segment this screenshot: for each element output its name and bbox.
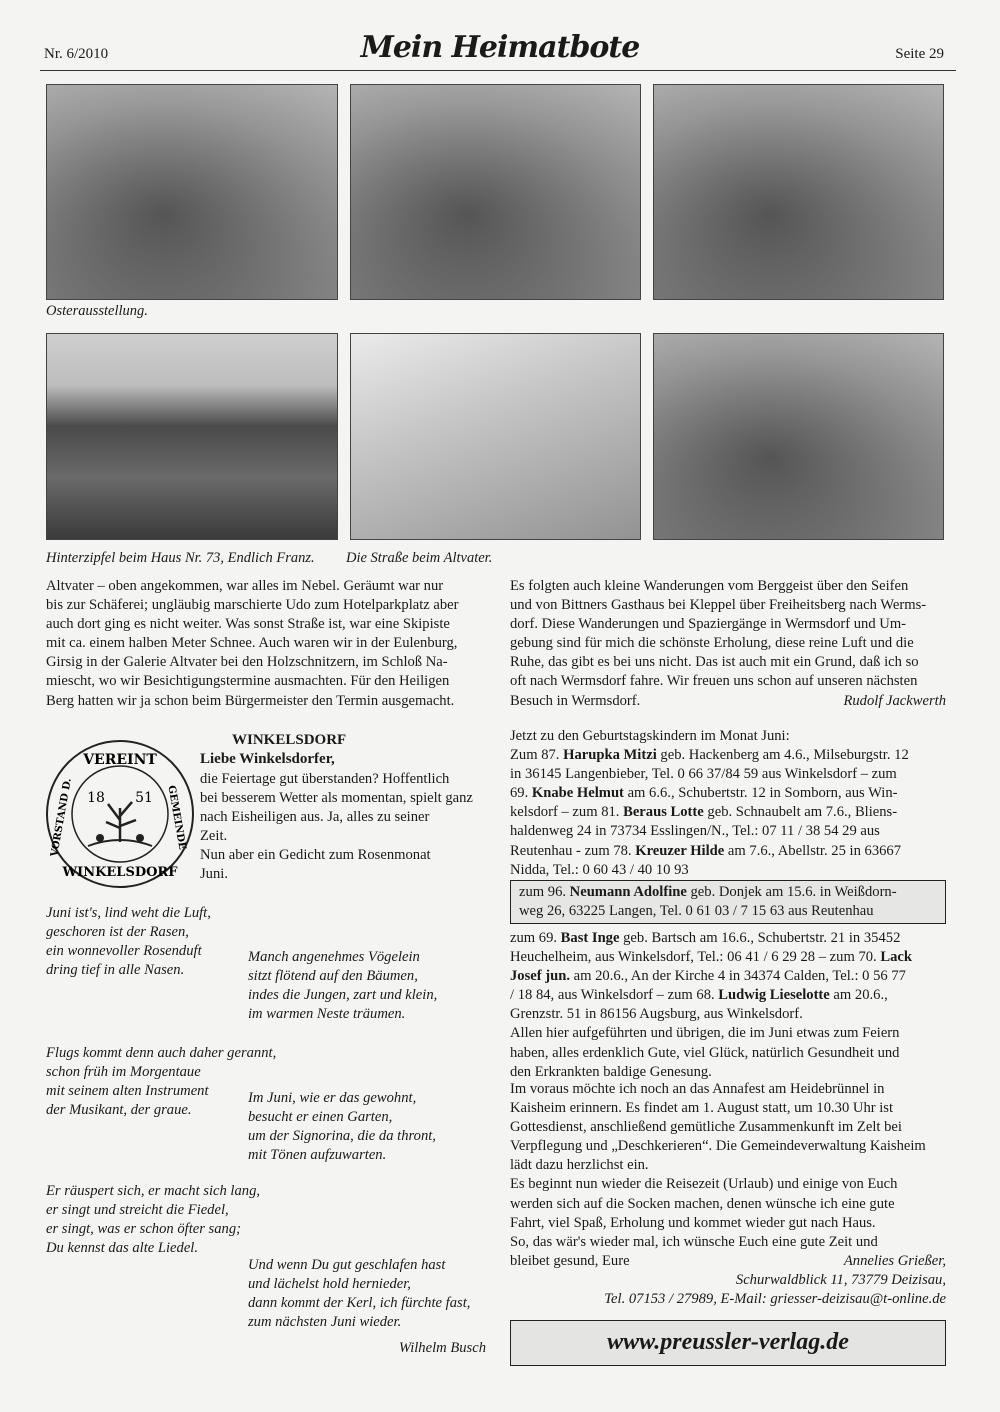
poem-stanza-6: [248, 1256, 470, 1332]
section-title-winkelsdorf: WINKELSDORF: [232, 732, 347, 748]
text-line: Es beginnt nun wieder die Reisezeit (Urlaub) und einige von Euch: [510, 1176, 898, 1193]
birthday-line: in 36145 Langenbieber, Tel. 0 66 37/84 59 aus Winkelsdorf – zum: [510, 766, 897, 783]
page-number: Seite 29: [895, 46, 944, 62]
birthday-line: Grenzstr. 51 in 86156 Augsburg, aus Winkelsdorf.: [510, 1006, 803, 1023]
poem-line: im warmen Neste träumen.: [248, 1006, 406, 1023]
wishes-line: Allen hier aufgeführten und übrigen, die im Juni etwas zum Feiern: [510, 1025, 900, 1042]
poem-line: sitzt flötend auf den Bäumen,: [248, 968, 418, 985]
text-line: Gottesdienst, anschließend gemütliche Zusammenkunft im Zelt bei: [510, 1119, 902, 1136]
caption-hinterzipfel: Hinterzipfel beim Haus Nr. 73, Endlich Franz.: [46, 550, 315, 566]
left-intro-paragraph: [46, 577, 486, 711]
poem-line: der Musikant, der graue.: [46, 1102, 192, 1119]
poem-stanza-5: [46, 1182, 260, 1258]
text-line: mit ca. einem halben Meter Schnee. Auch waren wir in der Eulenburg,: [46, 635, 458, 652]
text-line: Juni.: [200, 866, 228, 883]
text-line: Fahrt, viel Spaß, Erholung und kommet wieder gut nach Haus.: [510, 1214, 876, 1231]
poem-line: ein wonnevoller Rosenduft: [46, 943, 202, 960]
website-banner[interactable]: www.preussler-verlag.de: [510, 1320, 946, 1366]
photo-easter-exhibition-1: [46, 84, 338, 300]
birthday-line: / 18 84, aus Winkelsdorf – zum 68. Ludwig Lieselotte am 20.6.,: [510, 987, 888, 1004]
text-line: dorf. Diese Wanderungen und Spaziergänge in Wermsdorf und Um-: [510, 616, 907, 633]
seal-year-right: 51: [135, 790, 153, 806]
poem-line: um der Signorina, die da thront,: [248, 1128, 436, 1145]
birthday-line: 69. Knabe Helmut am 6.6., Schubertstr. 12 in Somborn, aus Win-: [510, 785, 898, 802]
poem-stanza-3: [46, 1044, 276, 1120]
poem-line: dann kommt der Kerl, ich fürchte fast,: [248, 1295, 471, 1312]
text-line: lädt dazu herzlichst ein.: [510, 1157, 649, 1174]
birthday-line: Reutenhau - zum 78. Kreuzer Hilde am 7.6., Abellstr. 25 in 63667: [510, 842, 902, 859]
signature-name: Annelies Grießer,: [843, 1252, 946, 1269]
text-line: So, das wär's wieder mal, ich wünsche Euch eine gute Zeit und: [510, 1233, 878, 1250]
text-line: Nun aber ein Gedicht zum Rosenmonat: [200, 847, 431, 864]
poem-line: Juni ist's, lind weht die Luft,: [46, 905, 211, 921]
poem-line: indes die Jungen, zart und klein,: [248, 987, 438, 1004]
winkelsdorf-seal: [46, 740, 194, 888]
text-line: Altvater – oben angekommen, war alles im Nebel. Geräumt war nur: [46, 578, 444, 594]
seal-left-text: VORSTAND D.: [49, 777, 74, 858]
right-intro-paragraph: [510, 577, 946, 711]
caption-easter-exhibition: Osterausstellung.: [46, 303, 148, 319]
wishes-line: haben, alles erdenklich Gute, viel Glück, natürlich Gesundheit und: [510, 1044, 900, 1061]
birthday-line: Nidda, Tel.: 0 60 43 / 40 10 93: [510, 861, 689, 878]
birthday-highlight-box: [510, 880, 946, 924]
poem-line: mit Tönen aufzuwarten.: [248, 1147, 387, 1164]
text-line: Girsig in der Galerie Altvater bei den Holzschnitzern, im Schloß Na-: [46, 654, 448, 671]
poem-line: mit seinem alten Instrument: [46, 1083, 209, 1100]
birthday-line: zum 96. Neumann Adolfine geb. Donjek am 15.6. in Weißdorn-: [519, 884, 897, 900]
birthday-line: weg 26, 63225 Langen, Tel. 0 61 03 / 7 15 63 aus Reutenhau: [519, 903, 874, 920]
text-line: Besuch in Wermsdorf.: [510, 692, 641, 709]
author-jackwerth: Rudolf Jackwerth: [843, 692, 946, 709]
photo-easter-exhibition-3: [653, 84, 944, 300]
wishes-line: den Erkrankten baldige Genesung.: [510, 1063, 712, 1080]
poem-line: zum nächsten Juni wieder.: [248, 1314, 402, 1331]
poem-stanza-4: [248, 1089, 436, 1165]
poem-line: dring tief in alle Nasen.: [46, 962, 185, 979]
seal-top-text: VEREINT: [83, 752, 157, 768]
issue-number: Nr. 6/2010: [44, 46, 109, 62]
poem-line: Und wenn Du gut geschlafen hast: [248, 1257, 446, 1273]
birthday-intro: Jetzt zu den Geburtstagskindern im Monat Juni:: [510, 728, 790, 744]
photo-easter-table: [653, 333, 944, 540]
poem-line: Im Juni, wie er das gewohnt,: [248, 1090, 417, 1106]
poem-line: er singt und streicht die Fiedel,: [46, 1202, 229, 1219]
text-line: gebung sind für mich die schönste Erholung, diese reine Luft und die: [510, 635, 914, 652]
text-line: werden sich auf die Socken machen, denen wünsche ich eine gute: [510, 1195, 895, 1212]
poem-line: schon früh im Morgentaue: [46, 1064, 201, 1081]
poem-line: er singt, was er schon öfter sang;: [46, 1221, 241, 1238]
photo-altvater-road: [350, 333, 641, 540]
seal-graphic: [48, 742, 192, 886]
poem-line: geschoren ist der Rasen,: [46, 924, 189, 941]
closing-text: bleibet gesund, Eure: [510, 1252, 630, 1269]
photo-hinterzipfel: [46, 333, 338, 540]
text-line: bei besserem Wetter als momentan, spielt ganz: [200, 790, 473, 807]
winkelsdorf-intro: [200, 770, 486, 885]
text-line: und von Bittners Gasthaus bei Kleppel über Freiheitsberg nach Werms-: [510, 597, 927, 614]
text-line: oft nach Wermsdorf fahre. Wir freuen uns schon auf unseren nächsten: [510, 673, 918, 690]
text-line: Es folgten auch kleine Wanderungen vom Berggeist über den Seifen: [510, 578, 909, 594]
seal-right-text: GEMEINDE: [165, 784, 188, 851]
text-line: Verpflegung und „Deschkerieren“. Die Gemeindeverwaltung Kaisheim: [510, 1138, 926, 1155]
birthday-line: kelsdorf – zum 81. Beraus Lotte geb. Schnaubelt am 7.6., Bliens-: [510, 804, 898, 821]
poem-line: Flugs kommt denn auch daher gerannt,: [46, 1045, 277, 1061]
greeting-winkelsdorfer: Liebe Winkelsdorfer,: [200, 751, 335, 767]
poem-author: Wilhelm Busch: [398, 1340, 486, 1356]
poem-line: Manch angenehmes Vögelein: [248, 949, 420, 965]
text-line: die Feiertage gut überstanden? Hoffentlich: [200, 771, 450, 787]
poem-line: Du kennst das alte Liedel.: [46, 1240, 198, 1257]
birthday-line: zum 69. Bast Inge geb. Bartsch am 16.6., Schubertstr. 21 in 35452: [510, 930, 901, 946]
annafest-paragraph: [510, 1080, 946, 1309]
text-line: auch dort ging es nicht weiter. Was sonst Straße ist, war eine Skipiste: [46, 616, 450, 633]
caption-altvater-road: Die Straße beim Altvater.: [346, 550, 493, 566]
birthday-line: haldenweg 24 in 73734 Esslingen/N., Tel.: 07 11 / 38 54 29 aus: [510, 823, 880, 840]
birthday-line: Heuchelheim, aus Winkelsdorf, Tel.: 06 41 / 6 29 28 – zum 70. Lack: [510, 949, 912, 966]
text-line: nach Eisheiligen aus. Ja, alles zu seiner: [200, 809, 430, 826]
birthday-list: [510, 727, 946, 880]
signature-contact: Tel. 07153 / 27989, E-Mail: griesser-deizisau@t-online.de: [604, 1291, 946, 1308]
seal-bottom-text: WINKELSDORF: [62, 865, 178, 880]
text-line: Kaisheim erinnern. Es findet am 1. August statt, um 10.30 Uhr ist: [510, 1100, 894, 1117]
seal-year-left: 18: [87, 790, 105, 806]
poem-stanza-1: [46, 904, 211, 980]
text-line: bis zur Schäferei; ungläubig marschierte Udo zum Hotelparkplatz aber: [46, 597, 459, 614]
header-rule: [40, 70, 956, 71]
text-line: Ruhe, das gibt es bei uns nicht. Das ist auch mit ein Grund, daß ich so: [510, 654, 919, 671]
birthday-list-2: [510, 929, 946, 1082]
photo-easter-exhibition-2: [350, 84, 641, 300]
signature-address: Schurwaldblick 11, 73779 Deizisau,: [735, 1271, 946, 1288]
birthday-line: Josef jun. am 20.6., An der Kirche 4 in 34374 Calden, Tel.: 0 56 77: [510, 968, 906, 985]
poem-line: Er räuspert sich, er macht sich lang,: [46, 1183, 261, 1199]
text-line: Im voraus möchte ich noch an das Annafest am Heidebrünnel in: [510, 1081, 885, 1097]
poem-line: besucht er einen Garten,: [248, 1109, 393, 1126]
text-line: Berg hatten wir ja schon beim Bürgermeister den Termin ausgemacht.: [46, 692, 455, 709]
poem-stanza-2: [248, 948, 437, 1024]
poem-line: und lächelst hold hernieder,: [248, 1276, 411, 1293]
text-line: miescht, wo wir Besichtigungstermine ausmachten. Für den Heiligen: [46, 673, 450, 690]
masthead-title: Mein Heimatbote: [360, 30, 640, 65]
text-line: Zeit.: [200, 828, 228, 845]
birthday-line: Zum 87. Harupka Mitzi geb. Hackenberg am 4.6., Milseburgstr. 12: [510, 747, 909, 764]
